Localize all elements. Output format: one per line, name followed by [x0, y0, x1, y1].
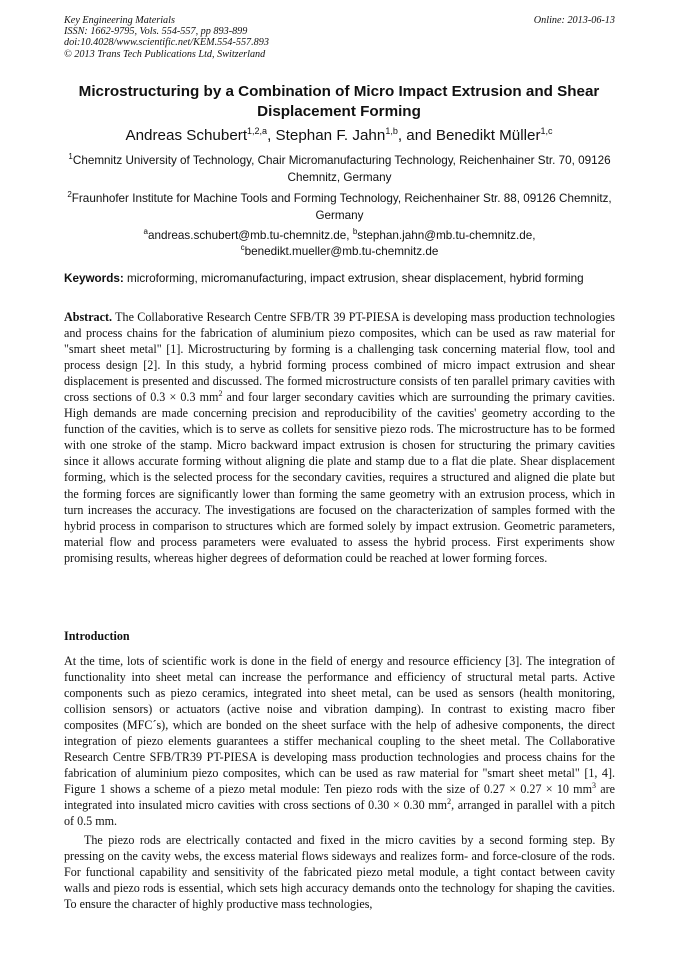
author-name: Stephan F. Jahn	[275, 127, 386, 144]
author-affiliation-marker: 1,b	[385, 126, 398, 136]
keywords	[64, 271, 619, 287]
affiliation-text: Chemnitz University of Technology, Chair Micromanufacturing Technology, Reichenhainer Str. 70, 09126 Chemnitz, Germany	[72, 154, 611, 184]
email-marker: c	[240, 243, 245, 252]
author-name: Benedikt Müller	[435, 127, 541, 144]
superscript: 3	[591, 781, 596, 791]
journal-copyright: © 2013 Trans Tech Publications Ltd, Switzerland	[64, 48, 266, 60]
abstract-label: Abstract.	[64, 310, 113, 324]
email-address: andreas.schubert@mb.tu-chemnitz.de,	[148, 229, 353, 242]
email-address: stephan.jahn@mb.tu-chemnitz.de,	[357, 229, 536, 242]
abstract-text: The Collaborative Research Centre SFB/TR 39 PT-PIESA is developing mass production technologies and process chains for the fabrication of aluminium piezo composites, which can be used as raw material for "smart sheet metal" [1]. Microstructuring by forming is a challenging task concerning material flow, tool and process design [2]. In this study, a hybrid forming process combined of micro impact extrusion and shear displacement is presented and discussed. The formed microstructure consists of ten parallel primary cavities with cross sections of 0.3 × 0.3 mm	[64, 310, 615, 405]
author-separator: ,	[267, 127, 276, 144]
abstract-text: and four larger secondary cavities which are surrounding the primary cavities. High demands are made concerning precision and reproducibility of the cavities' geometry according to the function of the cavities, which is to serve as collets for sensitive piezo rods. The microstructure has to be formed with one stroke of the stamp. Micro backward impact extrusion is chosen for structuring the primary cavities since it allows accurate forming without aligning die plate and stamp due to a flat die plate. Shear displacement forming, which is the selected process for the secondary cavities, requires a structured and aligned die plate but the forming forces are significantly lower than forming the same geometry with an extrusion process, which in turn increases the accuracy. The investigations are focused on the characterization of samples formed with the hybrid process in comparison to structures which are formed solely by impact extrusion. Geometric parameters, material flow and process parameters were evaluated to assess the hybrid process. First experiments show promising results, whereas higher degrees of deformation could be reached at lower forming forces.	[64, 390, 616, 565]
affiliation-marker: 2	[67, 190, 72, 199]
author-name: Andreas Schubert	[125, 127, 248, 144]
email-address: benedikt.mueller@mb.tu-chemnitz.de	[244, 245, 439, 258]
journal-header	[64, 15, 615, 60]
keywords-label: Keywords:	[64, 272, 124, 285]
author-list	[40, 126, 638, 146]
affiliation-text: Fraunhofer Institute for Machine Tools and Forming Technology, Reichenhainer Str. 88, 09126 Chemnitz, Germany	[71, 192, 612, 222]
section-heading-introduction: Introduction	[64, 629, 130, 643]
author-affiliation-marker: 1,c	[540, 126, 553, 136]
paper-title: Microstructuring by a Combination of Micro Impact Extrusion and Shear Displacement Forming	[78, 83, 600, 120]
superscript: 2	[447, 797, 452, 807]
affiliation-1	[64, 152, 615, 186]
journal-issn: ISSN: 1662-9795, Vols. 554-557, pp 893-899	[64, 26, 248, 38]
keywords-text: microforming, micromanufacturing, impact extrusion, shear displacement, hybrid forming	[123, 272, 584, 285]
superscript: 2	[218, 389, 223, 399]
paragraph-text: , arranged in parallel with a pitch of 0.5 mm.	[64, 798, 615, 829]
affiliation-marker: 1	[68, 152, 73, 161]
email-marker: a	[143, 227, 148, 236]
author-separator: , and	[397, 127, 436, 144]
abstract	[64, 309, 615, 566]
email-marker: b	[352, 227, 358, 236]
journal-info	[64, 15, 615, 60]
author-affiliation-marker: 1,2,a	[247, 126, 268, 136]
introduction-paragraph-2: The piezo rods are electrically contacted and fixed in the micro cavities by a second forming step. By pressing on the cavity webs, the excess material flows sideways and realizes form- and force-closure of the rods. For functional capability and sensitivity of the fabricated piezo metal module, a tight contact between cavity walls and piezo rods is essential, which sets high accuracy demands onto the technology for shaping the cavities. To ensure the character of highly productive mass technologies,	[64, 833, 615, 912]
online-date: Online: 2013-06-13	[533, 15, 615, 26]
author-emails	[64, 228, 615, 260]
journal-name: Key Engineering Materials	[64, 15, 175, 26]
paragraph-text: At the time, lots of scientific work is done in the field of energy and resource efficiency [3]. The integration of functionality into sheet metal can increase the performance and efficiency of structural metal parts. Active components such as piezo ceramics, integrated into sheet metal, can be used as sensors (health monitoring, collision sensors) or actuators (active noise and vibration damping). In contrast to existing macro fiber composites (MFC´s), which are bonded on the sheet surface with the help of adhesive components, the direct integration of piezo elements guarantees a stiffer mechanical coupling to the sheet metal. The Collaborative Research Centre SFB/TR39 PT-PIESA is developing mass production technologies and process chains for the fabrication of aluminium piezo composites, which can be used as raw material for "smart sheet metal" [1, 4]. Figure 1 shows a scheme of a piezo metal module: Ten piezo rods with the size of 0.27 × 0.27 × 10 mm	[64, 654, 615, 797]
introduction-paragraph-1	[64, 653, 615, 830]
paragraph-text: are integrated into insulated micro cavities with cross sections of 0.30 × 0.30 mm	[64, 782, 616, 813]
journal-doi: doi:10.4028/www.scientific.net/KEM.554-557.893	[64, 37, 269, 49]
affiliation-2	[64, 190, 615, 224]
